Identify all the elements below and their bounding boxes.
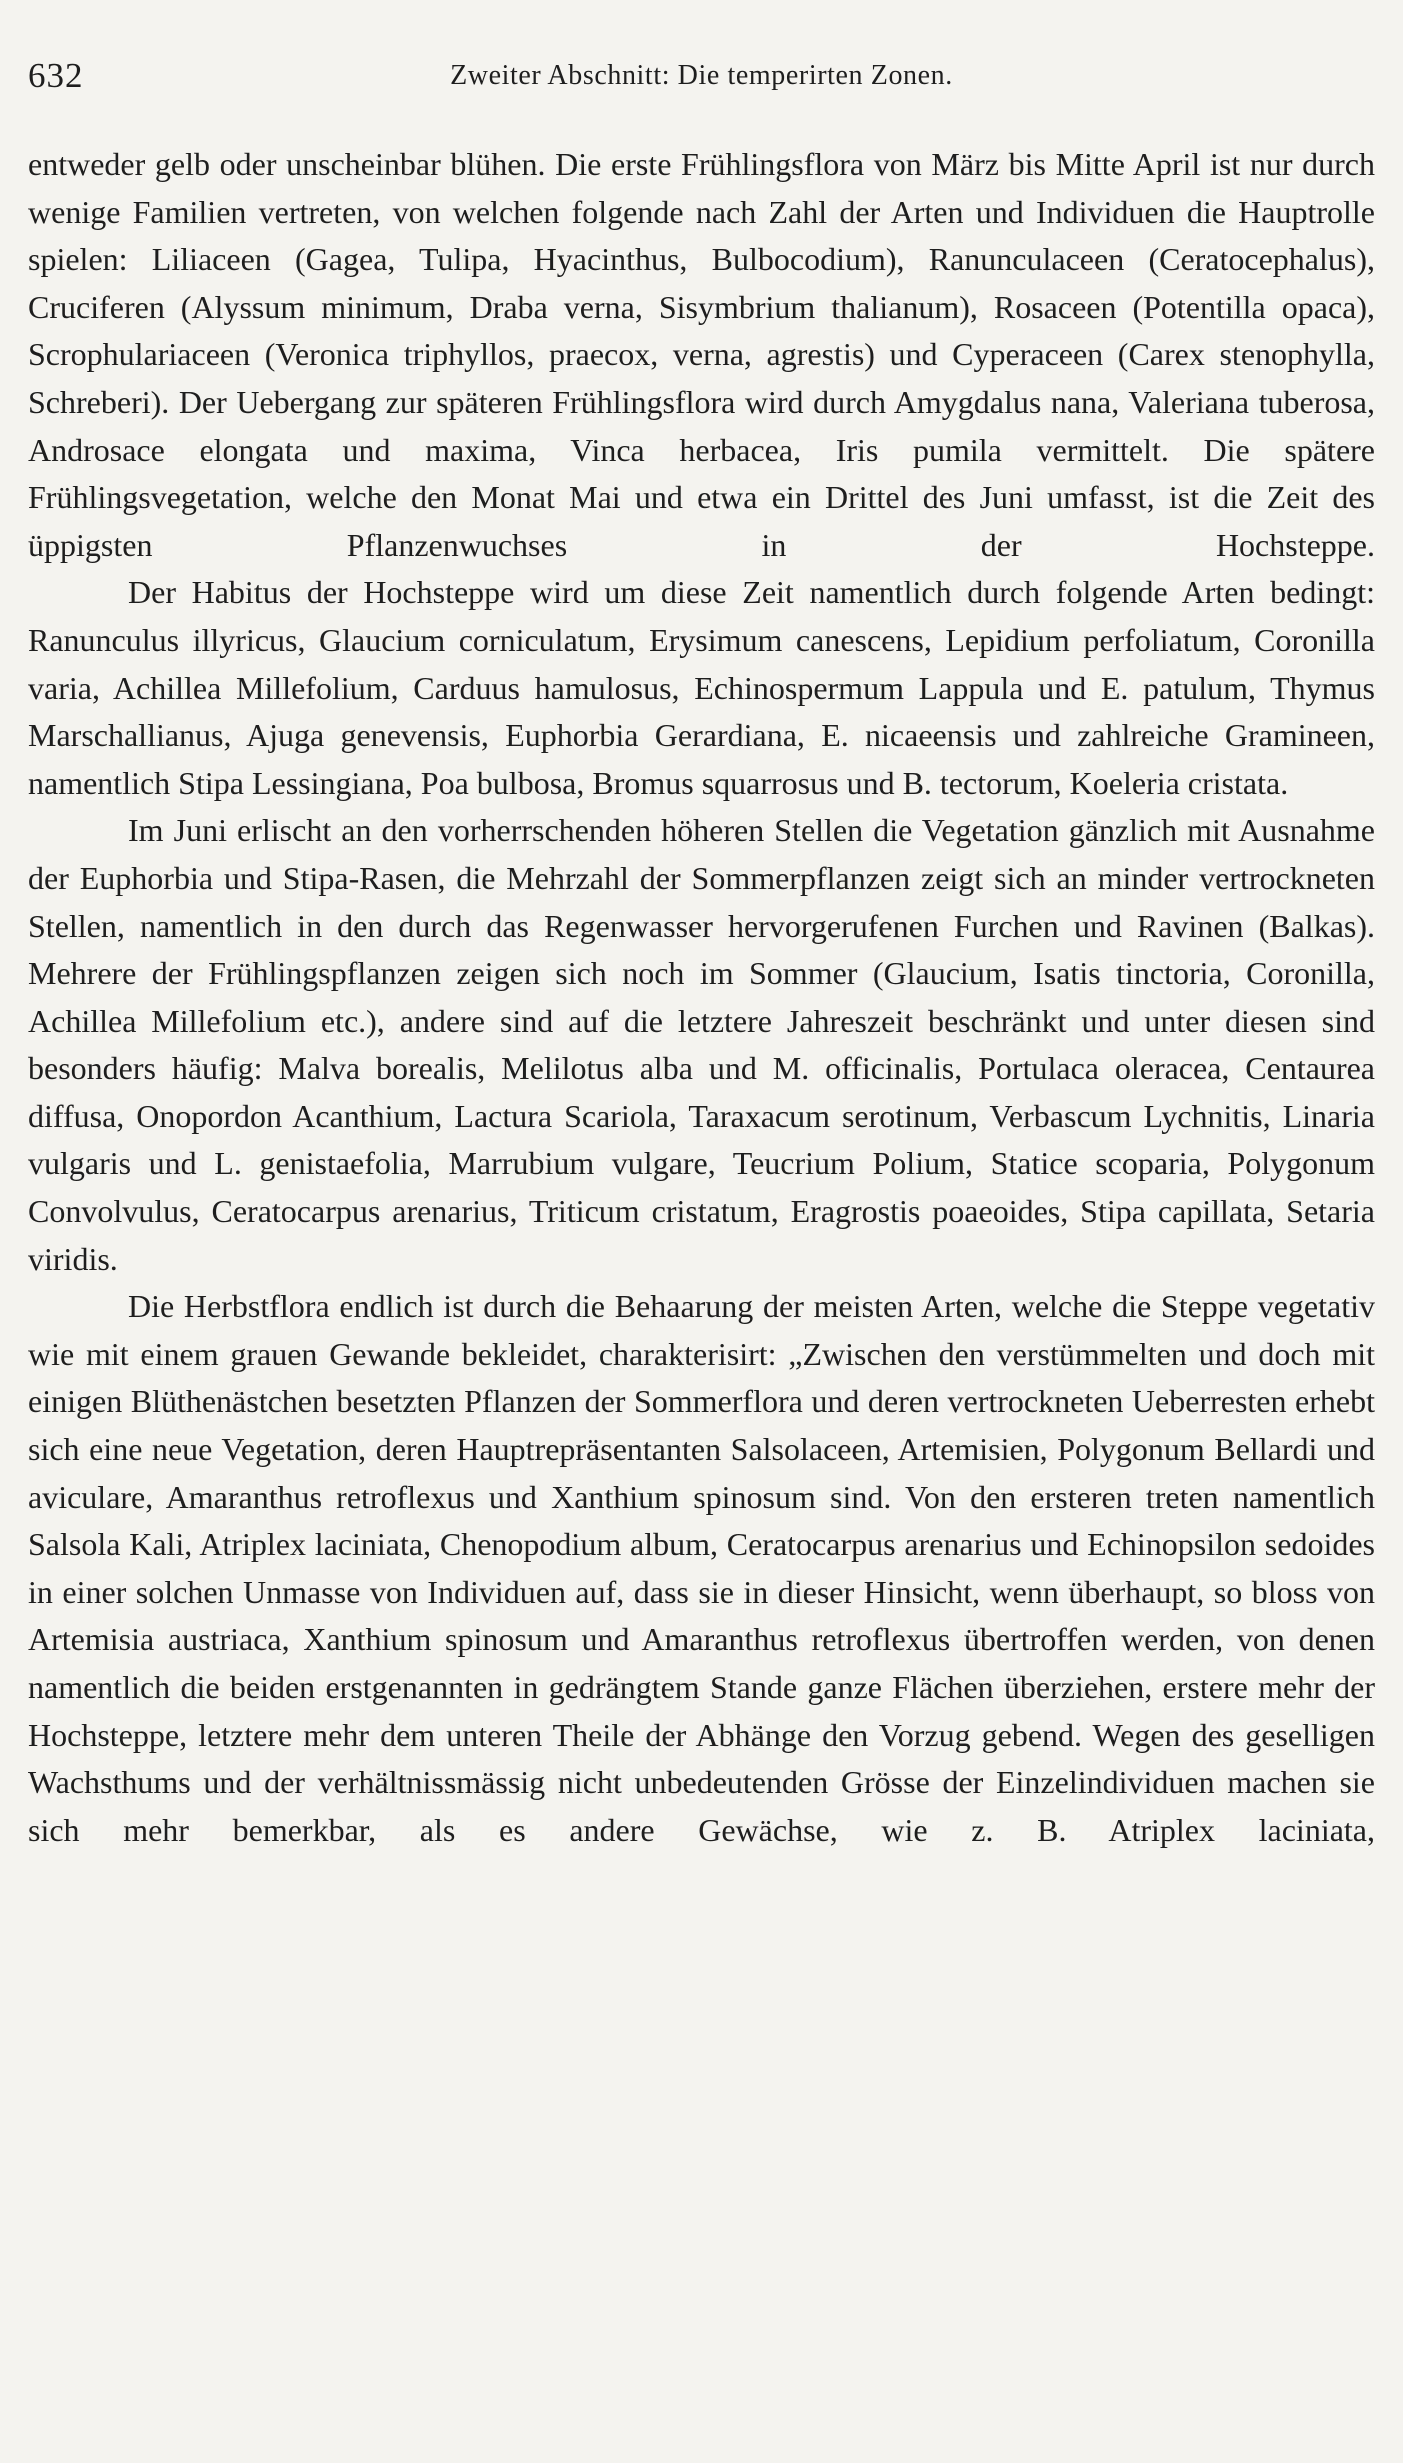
running-head-title: Zweiter Abschnitt: Die temperirten Zonen. <box>450 60 953 91</box>
paragraph-autumn-flora: Die Herbstflora endlich ist durch die Behaarung der meisten Arten, welche die Steppe vegetativ wie mit einem grauen Gewande bekleidet, charakterisirt: „Zwischen den verstümmelten und doch mit einigen Blüthenästchen besetzten Pflanzen der Sommerflora und deren vertrockneten Ueberresten erhebt sich eine neue Vegetation, deren Hauptrepräsentanten Salsolaceen, Artemisien, Polygonum Bellardi und aviculare, Amaranthus retroflexus und Xanthium spinosum sind. Von den ersteren treten namentlich Salsola Kali, Atriplex laciniata, Chenopodium album, Ceratocarpus arenarius und Echinopsilon sedoides in einer solchen Unmasse von Individuen auf, dass sie in dieser Hinsicht, wenn überhaupt, so bloss von Artemisia austriaca, Xanthium spinosum und Amaranthus retroflexus übertroffen werden, von denen namentlich die beiden erstgenannten in gedrängtem Stande ganze Flächen überziehen, erstere mehr der Hochsteppe, letztere mehr dem unteren Theile der Abhänge den Vorzug gebend. Wegen des geselligen Wachsthums und der verhältnissmässig nicht unbedeutenden Grösse der Einzelindividuen machen sie sich mehr bemerkbar, als es andere Gewächse, wie z. B. Atriplex laciniata, <box>28 1288 1375 1848</box>
paragraph-summer-flora: Im Juni erlischt an den vorherrschenden höheren Stellen die Vegetation gänzlich mit Ausnahme der Euphorbia und Stipa-Rasen, die Mehrzahl der Sommerpflanzen zeigt sich an minder vertrockneten Stellen, namentlich in den durch das Regenwasser hervorgerufenen Furchen und Ravinen (Balkas). Mehrere der Frühlingspflanzen zeigen sich noch im Sommer (Glaucium, Isatis tinctoria, Coronilla, Achillea Millefolium etc.), andere sind auf die letztere Jahreszeit beschränkt und unter diesen sind besonders häufig: Malva borealis, Melilotus alba und M. officinalis, Portulaca oleracea, Centaurea diffusa, Onopordon Acanthium, Lactura Scariola, Taraxacum serotinum, Verbascum Lychnitis, Linaria vulgaris und L. genistaefolia, Marrubium vulgare, Teucrium Polium, Statice scoparia, Polygonum Convolvulus, Ceratocarpus arenarius, Triticum cristatum, Eragrostis poaeoides, Stipa capillata, Setaria viridis. <box>28 812 1375 1277</box>
body-text <box>28 141 1375 1854</box>
running-head <box>28 56 1375 102</box>
paragraph-spring-flora: entweder gelb oder unscheinbar blühen. Die erste Frühlingsflora von März bis Mitte April ist nur durch wenige Familien vertreten, von welchen folgende nach Zahl der Arten und Individuen die Hauptrolle spielen: Liliaceen (Gagea, Tulipa, Hyacinthus, Bulbocodium), Ranunculaceen (Ceratocephalus), Cruciferen (Alyssum minimum, Draba verna, Sisymbrium thalianum), Rosaceen (Potentilla opaca), Scrophulariaceen (Veronica triphyllos, praecox, verna, agrestis) und Cyperaceen (Carex stenophylla, Schreberi). Der Uebergang zur späteren Frühlingsflora wird durch Amygdalus nana, Valeriana tuberosa, Androsace elongata und maxima, Vinca herbacea, Iris pumila vermittelt. Die spätere Frühlingsvegetation, welche den Monat Mai und etwa ein Drittel des Juni umfasst, ist die Zeit des üppigsten Pflanzenwuchses in der Hochsteppe. <box>28 146 1375 563</box>
page-number: 632 <box>28 56 84 95</box>
paragraph-hochsteppe-habitus: Der Habitus der Hochsteppe wird um diese Zeit namentlich durch folgende Arten bedingt: Ranunculus illyricus, Glaucium corniculatum, Erysimum canescens, Lepidium perfoliatum, Coronilla varia, Achillea Millefolium, Carduus hamulosus, Echinospermum Lappula und E. patulum, Thymus Marschallianus, Ajuga genevensis, Euphorbia Gerardiana, E. nicaeensis und zahlreiche Gramineen, namentlich Stipa Lessingiana, Poa bulbosa, Bromus squarrosus und B. tectorum, Koeleria cristata. <box>28 574 1375 801</box>
